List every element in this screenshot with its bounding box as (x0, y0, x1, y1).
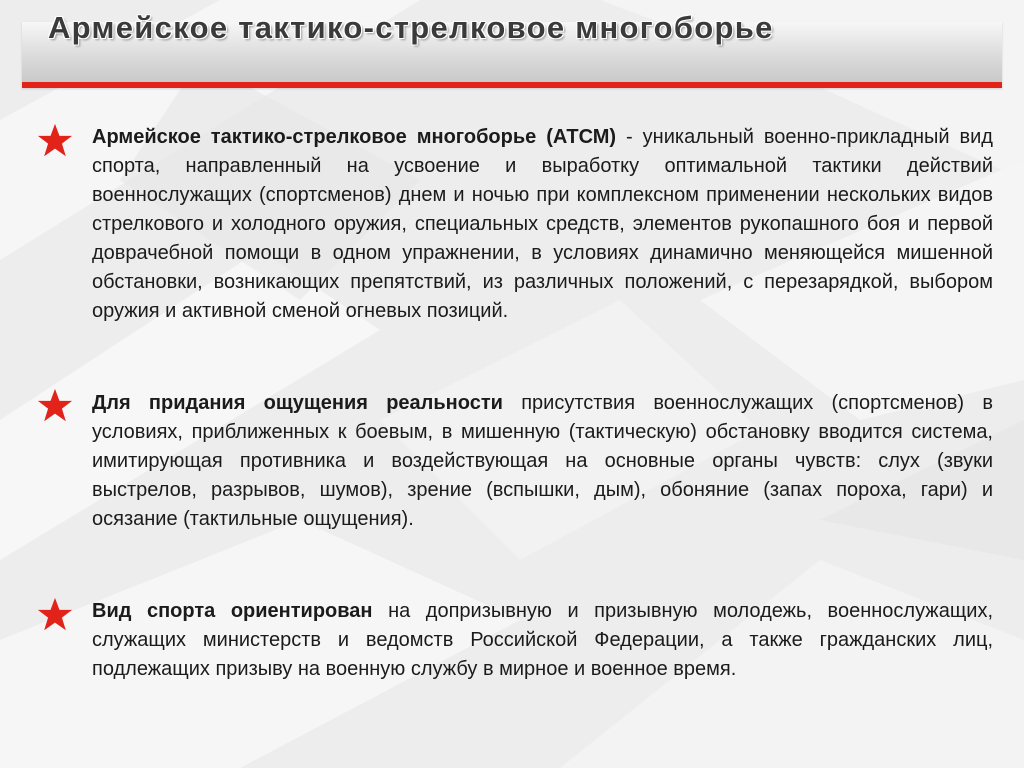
star-icon (36, 122, 74, 160)
paragraph-audience (92, 597, 993, 684)
paragraph-atsm-definition (92, 123, 993, 326)
paragraph-3-text: на допризывную и призывную молодежь, военнослужащих, служащих министерств и ведомств Российской Федерации, а также гражданских лиц, подлежащих призыву на военную службу в мирное и военное время. (92, 600, 993, 680)
paragraph-1-text: - уникальный военно-прикладный вид спорта, направленный на усвоение и выработку оптимальной тактики действий военнослужащих (спортсменов) днем и ночью при комплексном применении нескольких видов стрелкового и холодного оружия, специальных средств, элементов рукопашного боя и первой доврачебной помощи в одном упражнении, в условиях динамично меняющейся мишенной обстановки, возникающих препятствий, из различных положений, с перезарядкой, выбором оружия и активной сменой огневых позиций. (92, 126, 993, 322)
star-icon (36, 387, 74, 425)
star-icon (36, 596, 74, 634)
paragraph-2-bold: Для придания ощущения реальности (92, 392, 503, 414)
paragraph-realism (92, 389, 993, 534)
paragraph-3-bold: Вид спорта ориентирован (92, 600, 373, 622)
page-title: Армейское тактико-стрелковое многоборье (48, 10, 774, 45)
paragraph-1-bold: Армейское тактико-стрелковое многоборье (АТСМ) (92, 126, 617, 148)
paragraph-2-text: присутствия военнослужащих (спортсменов) в условиях, приближенных к боевым, в мишенную (тактическую) обстановку вводится система, имитирующая противника и воздействующая на основные органы чувств: слух (звуки выстрелов, разрывов, шумов), зрение (вспышки, дым), обоняние (запах пороха, гари) и осязание (тактильные ощущения). (92, 392, 993, 530)
